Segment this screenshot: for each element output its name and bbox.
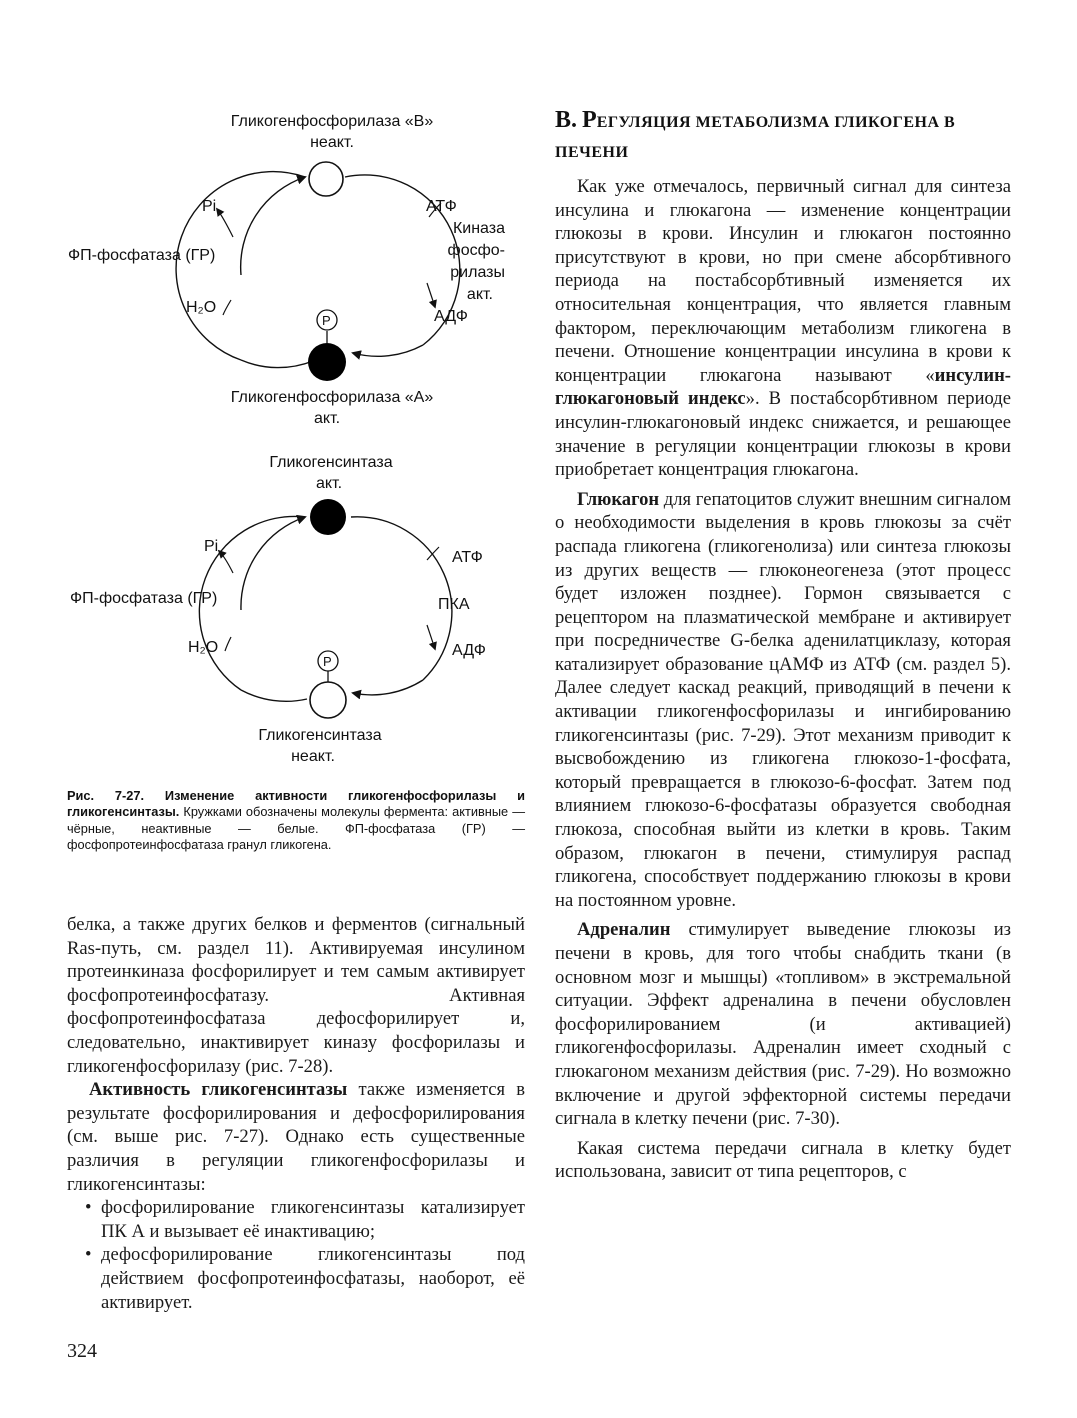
top-title-line1: Гликогенфосфорилаза «В» [230, 113, 434, 130]
list-item [67, 1196, 525, 1243]
right-paragraph-2 [555, 488, 1011, 913]
right-column [555, 175, 1011, 1184]
right-p1-text-b: ». В постабсорбтивном периоде инсулин-глюкагоновый индекс снижается, и решающее значение в регуляции концентрации глюкозы в крови приобретает концентрация глюкагона. [555, 388, 1011, 481]
section-heading [555, 106, 1015, 167]
left-p2-text: также изменяется в результате фосфорилирования и дефосфорилирования (см. выше рис. 7-27). Однако есть существенные различия в регуляции гликогенфосфорилазы и гликогенсинтазы: [67, 1079, 525, 1195]
bullet-text-2: дефосфорилирование гликогенсинтазы под действием фосфопротеинфосфатазы, наоборот, её активирует. [101, 1244, 525, 1313]
top-phosphatase-label: ФП-фосфатаза (ГР) [68, 247, 216, 264]
top-water-line [223, 300, 231, 315]
left-column [67, 913, 525, 1314]
bottom-water-label: H₂O [188, 639, 219, 656]
top-title-line2: неакт. [310, 134, 354, 151]
heading-rest: ЕГУЛЯЦИЯ МЕТАБОЛИЗМА ГЛИКОГЕНА В ПЕЧЕНИ [555, 114, 956, 161]
page-number: 324 [67, 1340, 97, 1362]
figure-caption [67, 788, 525, 854]
top-inactive-circle [309, 162, 343, 196]
top-kinase-line1: Киназа [452, 220, 505, 237]
top-atp-label: АТФ [426, 198, 457, 215]
right-p2-text: для гепатоцитов служит внешним сигналом о необходимости выделения в кровь глюкозы за счёт распада гликогена (гликогенолиза) или синтеза глюкозы из других веществ — глюконеогенеза (этот процесс будет изложен позднее). Гормон связывается с рецептором на плазматической мембране и активирует при посредничестве G-белка аденилатциклазу, которая катализирует образование цАМФ из АТФ (см. раздел 5). Далее следует каскад реакций, приводящий в печени к активации гликогенфосфорилазы и ингибированию гликогенсинтазы (рис. 7-29). Этот механизм приводит к высвобождению из гликогена глюкозо-1-фосфата, который превращается в глюкозо-6-фосфат. Затем под влиянием глюкозо-6-фосфатазы образуется свободная глюкоза, способная выйти из клетки в кровь. Таким образом, глюкагон в печени, стимулируя распад гликогена, способствует поддержанию глюкозы в крови на постоянном уровне. [555, 488, 1011, 911]
left-p2-bold: Активность гликогенсинтазы [89, 1079, 348, 1101]
bottom-pka-label: ПКА [438, 596, 470, 613]
bottom-inactive-circle [310, 682, 346, 718]
bottom-phospho-label: P [323, 654, 332, 669]
bullet-list [67, 1196, 525, 1314]
top-adp-label: АДФ [434, 308, 468, 325]
heading-letter: В. [555, 107, 578, 133]
right-p1-text-a: Как уже отмечалось, первичный сигнал для синтеза инсулина и глюкагона — изменение концентрации глюкозы в крови. Инсулин и глюкагон постоянно присутствуют в крови, но при смене абсорбтивного периода на постабсорбтивный изменяется их относительная концентрация, что является главным фактором, переключающим метаболизм гликогена в печени. Отношение концентрации инсулина в крови к концентрации глюкагона называют « [555, 176, 1011, 386]
bullet-mark: • [85, 1197, 92, 1219]
right-paragraph-1 [555, 175, 1011, 482]
right-p3-bold: Адреналин [577, 919, 671, 941]
bullet-text-1: фосфорилирование гликогенсинтазы катализирует ПК А и вызывает её инактивацию; [101, 1197, 525, 1242]
bottom-pi-label: Pi [204, 538, 219, 555]
top-bottom-line1: Гликогенфосфорилаза «А» [230, 389, 434, 406]
top-adp-arrow [427, 283, 435, 307]
top-kinase-line3: рилазы [450, 264, 505, 281]
top-bottom-line2: акт. [313, 410, 341, 427]
top-pi-label: Pi [202, 198, 217, 215]
right-p2-bold: Глюкагон [577, 488, 660, 510]
bottom-cycle [199, 499, 451, 718]
right-p3-text: стимулирует выведение глюкозы из печени в кровь, для того чтобы снабдить ткани (в основном мозг и мышцы) «топливом» в экстремальной ситуации. Эффект адреналина в печени обусловлен фосфорилированием (и активацией) гликогенфосфорилазы. Адреналин имеет сходный с глюкагоном механизм действия (рис. 7-29). Но возможно включение и другой эффекторной системы передачи сигнала в клетку печени (рис. 7-30). [555, 919, 1011, 1130]
list-item [67, 1243, 525, 1314]
right-paragraph-3 [555, 918, 1011, 1130]
caption-title: Рис. 7-27. Изменение активности гликогенфосфорилазы и гликогенсинтазы. [67, 788, 525, 820]
caption-text: Кружками обозначены молекулы фермента: активные — чёрные, неактивные — белые. ФП-фосфатаза (ГР) — фосфопротеинфосфатаза гранул гликогена. [67, 804, 525, 853]
bottom-bottom-line1: Гликогенсинтаза [258, 727, 382, 744]
bottom-title-line2: акт. [315, 475, 343, 492]
figure-7-27 [55, 105, 525, 785]
top-kinase-line2: фосфо- [447, 242, 505, 259]
left-paragraph-1: белка, а также других белков и ферментов (сигнальный Ras-путь, см. раздел 11). Активируемая инсулином протеинкиназа фосфорилирует и тем самым активирует фосфопротеинфосфатазу. Активная фосфопротеинфосфатаза дефосфорилирует и, следовательно, инактивирует киназу фосфорилазы и гликогенфосфорилазу (рис. 7-28). [67, 914, 525, 1077]
top-cycle [176, 162, 460, 381]
bottom-bottom-line2: неакт. [291, 748, 335, 765]
top-water-label: H₂O [186, 299, 217, 316]
right-p1-bold: инсулин-глюкагоновый индекс [555, 364, 1011, 410]
top-active-circle [308, 343, 346, 381]
left-paragraph-2 [67, 1078, 525, 1196]
bottom-title-line1: Гликогенсинтаза [269, 454, 393, 471]
top-pi-arrow [217, 209, 233, 237]
bullet-mark: • [85, 1244, 92, 1266]
bottom-atp-label: АТФ [452, 549, 483, 566]
bottom-phosphatase-label: ФП-фосфатаза (ГР) [70, 590, 218, 607]
bottom-adp-label: АДФ [452, 642, 486, 659]
right-paragraph-4: Какая система передачи сигнала в клетку будет использована, зависит от типа рецепторов, с [555, 1137, 1011, 1183]
top-phospho-label: P [322, 313, 331, 328]
heading-cap: Р [582, 107, 597, 133]
bottom-active-circle [310, 499, 346, 535]
top-kinase-line4: акт. [466, 286, 493, 303]
